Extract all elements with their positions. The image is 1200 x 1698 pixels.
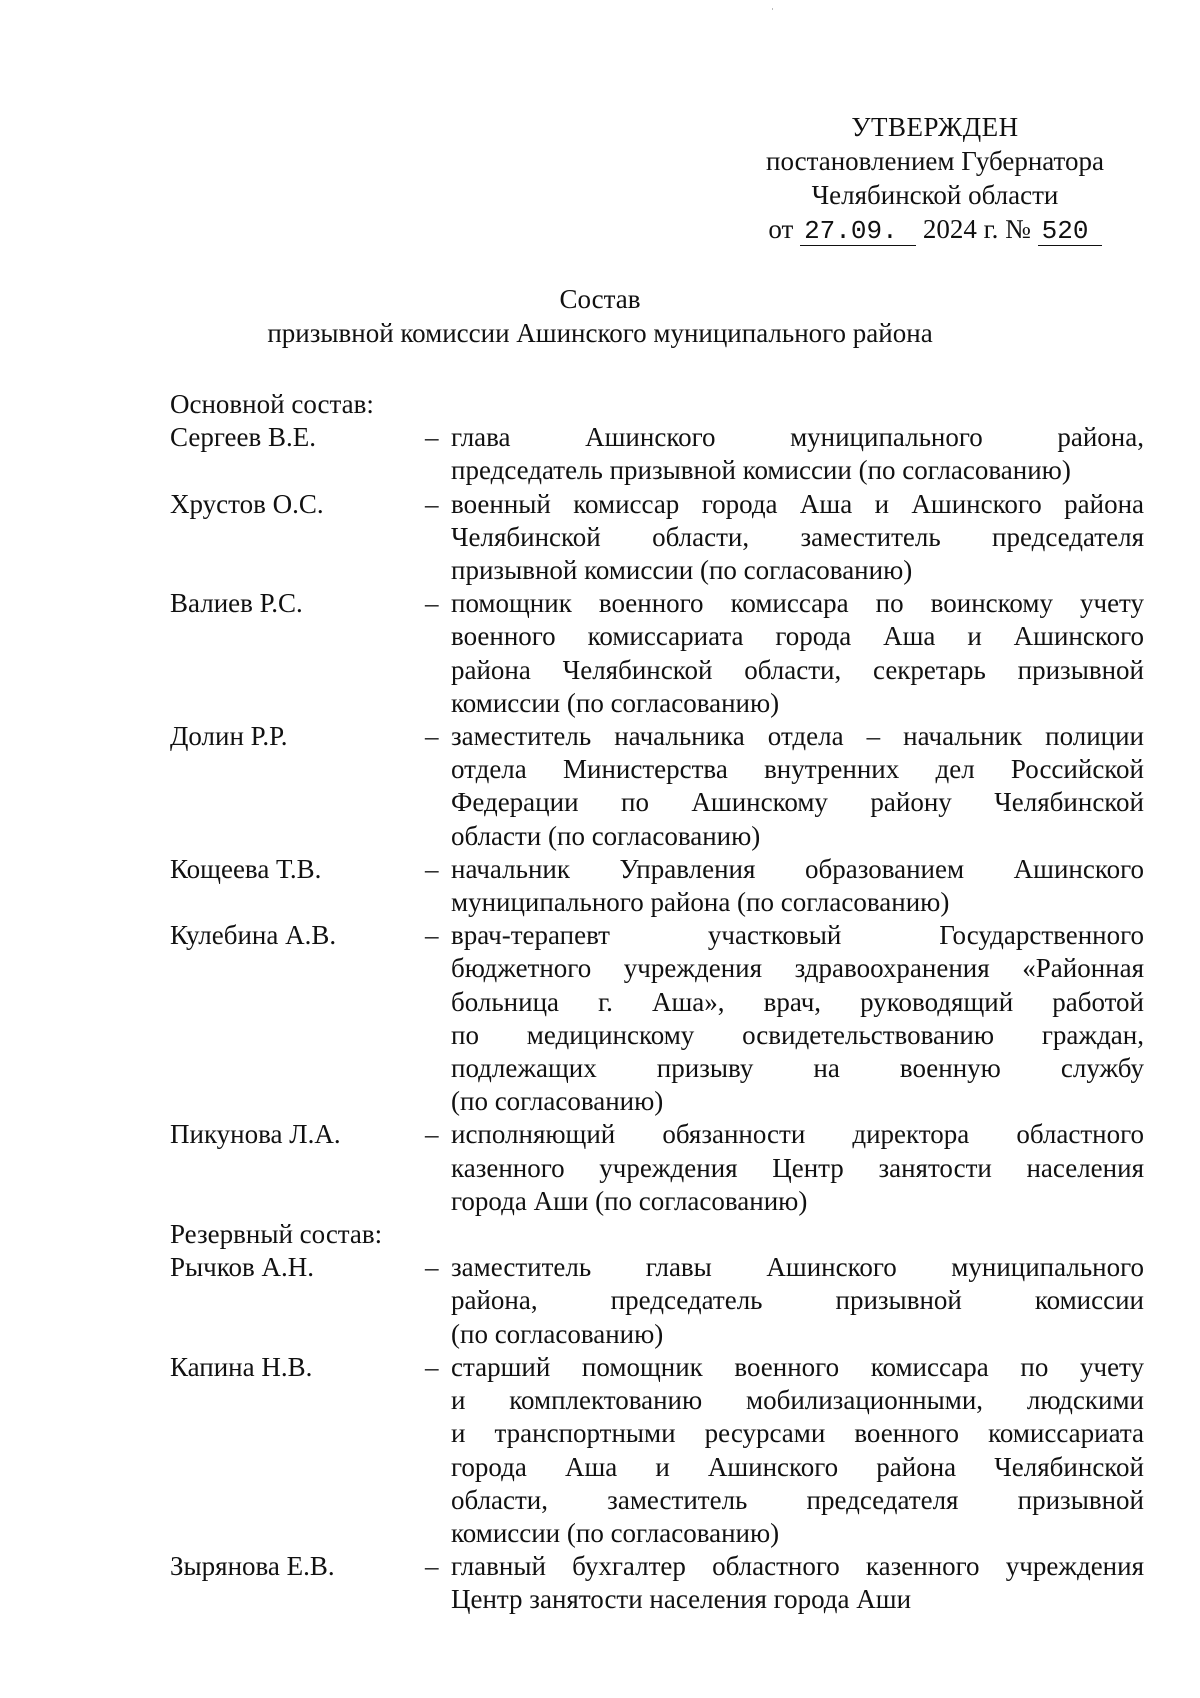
- member-position-line: (по согласованию): [451, 1318, 664, 1349]
- member-dash: –: [425, 422, 439, 453]
- member-position-line: Федерации по Ашинскому району Челябинской: [451, 787, 1144, 818]
- member-position: [451, 587, 1144, 720]
- member-name: Долин Р.Р.: [170, 721, 288, 752]
- reserve-members-list: [170, 1251, 1144, 1616]
- member-dash: –: [425, 588, 439, 619]
- approval-line-resolution: постановлением Губернатора: [766, 146, 1104, 176]
- member-position-line: казенного учреждения Центр занятости населения: [451, 1152, 1144, 1183]
- member-position-line: исполняющий обязанности директора областного: [451, 1119, 1144, 1150]
- member-position: [451, 853, 1144, 919]
- approval-number: 520: [1038, 217, 1102, 246]
- member-name: Хрустов О.С.: [170, 488, 324, 519]
- member-dash: –: [425, 1551, 439, 1582]
- member-position-line: области, заместитель председателя призывной: [451, 1484, 1144, 1515]
- approval-date-line: [700, 212, 1170, 246]
- member-dash: –: [425, 488, 439, 519]
- approval-date: 27.09.: [800, 217, 916, 246]
- member-entry: [170, 1550, 1144, 1616]
- approval-year-number-label: 2024 г. №: [922, 214, 1031, 244]
- member-position-line: и транспортными ресурсами военного комиссариата: [451, 1418, 1144, 1449]
- title-line-2: призывной комиссии Ашинского муниципального района: [267, 318, 933, 348]
- member-name: Сергеев В.Е.: [170, 422, 317, 453]
- member-position-line: комиссии (по согласованию): [451, 687, 780, 718]
- member-dash: –: [425, 1351, 439, 1382]
- member-position-line: старший помощник военного комиссара по учету: [451, 1351, 1144, 1382]
- approval-stamp-block: [700, 110, 1170, 246]
- member-name: Пикунова Л.А.: [170, 1119, 341, 1150]
- member-position-line: комиссии (по согласованию): [451, 1517, 780, 1548]
- member-name: Капина Н.В.: [170, 1351, 313, 1382]
- member-name: Зырянова Е.В.: [170, 1551, 335, 1582]
- member-entry: [170, 1351, 1144, 1550]
- member-position-line: бюджетного учреждения здравоохранения «Районная: [451, 953, 1144, 984]
- member-position-line: Центр занятости населения города Аши: [451, 1584, 912, 1615]
- member-position-line: председатель призывной комиссии (по согласованию): [451, 455, 1071, 486]
- member-name: Кулебина А.В.: [170, 920, 337, 951]
- reserve-section-label: Резервный состав:: [170, 1219, 383, 1250]
- member-position: [451, 919, 1144, 1118]
- member-position-line: Челябинской области, заместитель председателя: [451, 521, 1144, 552]
- member-position-line: (по согласованию): [451, 1086, 664, 1117]
- approval-line-region: Челябинской области: [811, 180, 1059, 210]
- member-position-line: главный бухгалтер областного казенного учреждения: [451, 1551, 1144, 1582]
- member-dash: –: [425, 1119, 439, 1150]
- member-position: [451, 1251, 1144, 1351]
- document-title: [0, 282, 1200, 350]
- member-entry: [170, 488, 1144, 588]
- member-position-line: муниципального района (по согласованию): [451, 887, 950, 918]
- member-position: [451, 1118, 1144, 1218]
- member-entry: [170, 720, 1144, 853]
- member-position: [451, 421, 1144, 487]
- member-position-line: военный комиссар города Аша и Ашинского района: [451, 488, 1144, 519]
- main-section-label: Основной состав:: [170, 389, 374, 419]
- member-entry: [170, 1118, 1144, 1218]
- member-entry: [170, 1251, 1144, 1351]
- member-position-line: области (по согласованию): [451, 820, 761, 851]
- scan-speck: [772, 8, 773, 10]
- member-position: [451, 1550, 1144, 1616]
- member-name: Валиев Р.С.: [170, 588, 303, 619]
- member-dash: –: [425, 853, 439, 884]
- member-dash: –: [425, 721, 439, 752]
- member-dash: –: [425, 920, 439, 951]
- member-position: [451, 720, 1144, 853]
- commission-roster: [170, 388, 1144, 1617]
- member-position: [451, 488, 1144, 588]
- member-position-line: врач-терапевт участковый Государственного: [451, 920, 1144, 951]
- member-position-line: района, председатель призывной комиссии: [451, 1285, 1144, 1316]
- member-entry: [170, 587, 1144, 720]
- title-line-1: Состав: [559, 284, 641, 314]
- member-position-line: военного комиссариата города Аша и Ашинского: [451, 621, 1144, 652]
- approved-heading: УТВЕРЖДЕН: [851, 112, 1019, 142]
- member-entry: [170, 853, 1144, 919]
- member-position-line: и комплектованию мобилизационными, людскими: [451, 1385, 1144, 1416]
- member-position-line: по медицинскому освидетельствованию граждан,: [451, 1019, 1144, 1050]
- member-position-line: больница г. Аша», врач, руководящий работой: [451, 986, 1144, 1017]
- member-position-line: подлежащих призыву на военную службу: [451, 1053, 1144, 1084]
- member-position-line: отдела Министерства внутренних дел Российской: [451, 754, 1144, 785]
- member-name: Рычков А.Н.: [170, 1252, 314, 1283]
- member-position-line: заместитель начальника отдела – начальник полиции: [451, 721, 1144, 752]
- member-dash: –: [425, 1252, 439, 1283]
- member-name: Кощеева Т.В.: [170, 853, 322, 884]
- member-position-line: начальник Управления образованием Ашинского: [451, 853, 1144, 884]
- member-position-line: района Челябинской области, секретарь призывной: [451, 654, 1144, 685]
- member-position-line: помощник военного комиссара по воинскому учету: [451, 588, 1144, 619]
- member-position: [451, 1351, 1144, 1550]
- member-position-line: призывной комиссии (по согласованию): [451, 555, 913, 586]
- main-members-list: [170, 421, 1144, 1218]
- member-position-line: заместитель главы Ашинского муниципального: [451, 1252, 1144, 1283]
- date-prefix: от: [768, 214, 794, 244]
- member-position-line: города Аши (по согласованию): [451, 1185, 808, 1216]
- member-entry: [170, 421, 1144, 487]
- member-position-line: глава Ашинского муниципального района,: [451, 422, 1144, 453]
- member-position-line: города Аша и Ашинского района Челябинской: [451, 1451, 1144, 1482]
- member-entry: [170, 919, 1144, 1118]
